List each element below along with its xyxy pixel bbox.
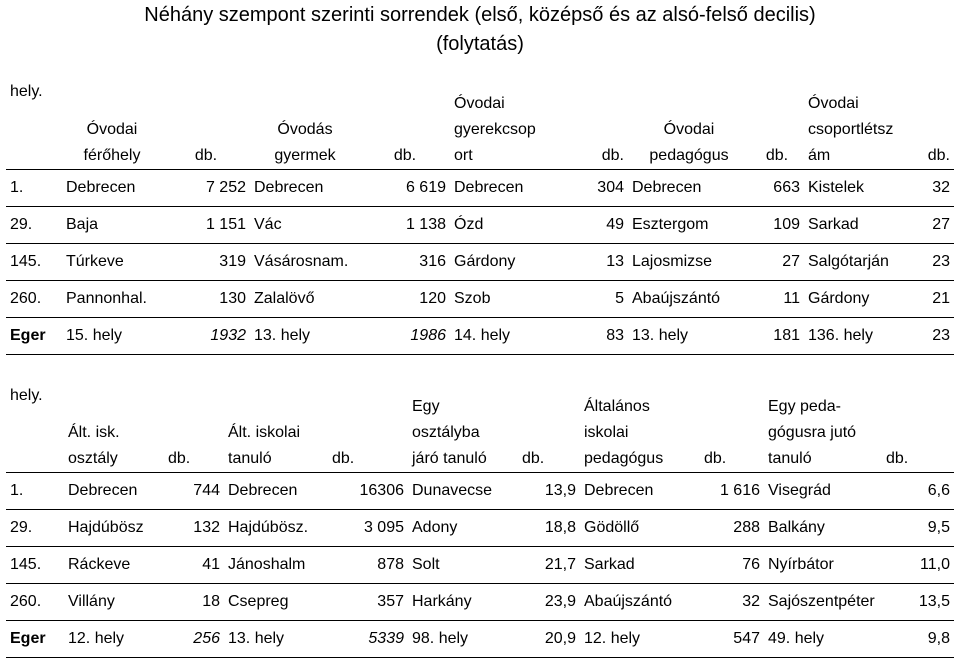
town-cell: Lajosmizse [628,244,750,281]
header-col1-line: férőhely [83,147,141,164]
value-cell: 23 [916,244,954,281]
value-cell: 744 [164,473,224,510]
town-cell: Solt [408,547,518,584]
town-cell: 136. hely [804,318,916,355]
value-cell: 1986 [360,318,450,355]
town-cell: Gárdony [450,244,558,281]
value-cell: 181 [750,318,804,355]
town-cell: Dunavecse [408,473,518,510]
value-cell: 6,6 [882,473,954,510]
value-cell: 11,0 [882,547,954,584]
header-col1 [64,379,164,473]
value-cell: 27 [916,207,954,244]
town-cell: Sarkad [804,207,916,244]
header-col3-line: osztályba [412,424,480,441]
header-col3-line: ort [454,147,473,164]
title-line-2: (folytatás) [436,33,524,55]
header-col5-line: csoportlétsz [808,121,894,138]
value-cell: 49 [558,207,628,244]
town-cell: Kistelek [804,170,916,207]
title-line-1: Néhány szempont szerinti sorrendek (első, középső és az alsó-felső decilis) [144,4,816,26]
value-cell: 9,8 [882,621,954,658]
town-cell: 14. hely [450,318,558,355]
value-cell: 41 [164,547,224,584]
ranking-table-kindergarten [6,75,954,355]
value-cell: 13,5 [882,584,954,621]
header-col4-line: pedagógus [649,147,729,164]
header-rank: hely. [10,83,43,100]
value-cell: 1 616 [700,473,764,510]
town-cell: Gödöllő [580,510,700,547]
town-cell: Hajdúbösz [64,510,164,547]
value-cell: 109 [750,207,804,244]
town-cell: Visegrád [764,473,882,510]
table-row [6,170,954,207]
town-cell: 98. hely [408,621,518,658]
value-cell: 21,7 [518,547,580,584]
value-cell: 32 [700,584,764,621]
header-col5-line: gógusra jutó [768,424,857,441]
value-cell: 547 [700,621,764,658]
town-cell: Szob [450,281,558,318]
town-cell: Ráckeve [64,547,164,584]
header-col5-db: db. [886,450,909,467]
header-col4-line: Óvodai [663,121,715,138]
table-body [6,170,954,355]
header-col3-db: db. [522,450,545,467]
value-cell: 13 [558,244,628,281]
header-col5-db: db. [927,147,950,164]
town-cell: Vásárosnam. [250,244,360,281]
value-cell: 288 [700,510,764,547]
town-cell: Adony [408,510,518,547]
town-cell: Gárdony [804,281,916,318]
header-col2-db: db. [332,450,355,467]
rank-cell: 29. [6,510,64,547]
value-cell: 16306 [328,473,408,510]
town-cell: Ózd [450,207,558,244]
rank-cell: 260. [6,281,62,318]
town-cell: Jánoshalm [224,547,328,584]
table-row [6,547,954,584]
header-col4-db: db. [765,147,789,164]
value-cell: 23 [916,318,954,355]
value-cell: 316 [360,244,450,281]
header-col4-line: Általános [584,398,650,415]
value-cell: 23,9 [518,584,580,621]
table-header-row [6,75,954,170]
town-cell: Hajdúbösz. [224,510,328,547]
header-col3-line: Óvodai [454,95,505,112]
table-row [6,281,954,318]
town-cell: Debrecen [628,170,750,207]
header-col5-line: Óvodai [808,95,859,112]
table-row [6,510,954,547]
rank-cell: 1. [6,170,62,207]
header-col1-line: osztály [68,450,118,467]
town-cell: Vác [250,207,360,244]
town-cell: Sarkad [580,547,700,584]
town-cell: Baja [62,207,162,244]
value-cell: 1 138 [360,207,450,244]
header-col3 [450,75,558,170]
value-cell: 76 [700,547,764,584]
town-cell: Túrkeve [62,244,162,281]
value-cell: 27 [750,244,804,281]
town-cell: Debrecen [62,170,162,207]
header-col1-db: db. [194,147,218,164]
value-cell: 3 095 [328,510,408,547]
header-col2 [224,379,328,473]
value-cell: 130 [162,281,250,318]
value-cell: 319 [162,244,250,281]
header-col4 [628,75,750,170]
rank-cell: Eger [6,621,64,658]
value-cell: 83 [558,318,628,355]
value-cell: 878 [328,547,408,584]
value-cell: 120 [360,281,450,318]
header-col3-db: db. [601,147,624,164]
table-header-row [6,379,954,473]
value-cell: 32 [916,170,954,207]
header-col2 [250,75,360,170]
town-cell: 49. hely [764,621,882,658]
town-cell: 12. hely [64,621,164,658]
value-cell: 1 151 [162,207,250,244]
header-col5 [804,75,916,170]
header-rank: hely. [10,387,43,404]
value-cell: 20,9 [518,621,580,658]
town-cell: 15. hely [62,318,162,355]
value-cell: 5339 [328,621,408,658]
value-cell: 11 [750,281,804,318]
header-col2-line: Ált. iskolai [228,424,301,441]
header-col1-line: Ált. isk. [68,424,120,441]
rank-cell: Eger [6,318,62,355]
town-cell: Debrecen [250,170,360,207]
town-cell: Csepreg [224,584,328,621]
town-cell: Debrecen [64,473,164,510]
header-col3 [408,379,518,473]
town-cell: Abaújszántó [628,281,750,318]
header-col2-line: gyermek [274,147,336,164]
value-cell: 256 [164,621,224,658]
header-col1-line: Óvodai [86,121,138,138]
ranking-table-school [6,379,954,658]
header-col2-line: Óvodás [277,121,333,138]
rank-cell: 145. [6,244,62,281]
town-cell: Debrecen [580,473,700,510]
header-col5 [764,379,882,473]
table-row [6,473,954,510]
rank-cell: 1. [6,473,64,510]
rank-cell: 145. [6,547,64,584]
town-cell: Villány [64,584,164,621]
value-cell: 7 252 [162,170,250,207]
value-cell: 132 [164,510,224,547]
value-cell: 304 [558,170,628,207]
header-col1-db: db. [168,450,191,467]
town-cell: Debrecen [224,473,328,510]
header-col2-line: tanuló [228,450,272,467]
town-cell: Abaújszántó [580,584,700,621]
value-cell: 1932 [162,318,250,355]
town-cell: 13. hely [224,621,328,658]
header-col3-line: járó tanuló [412,450,487,467]
header-col5-line: ám [808,147,831,164]
town-cell: Debrecen [450,170,558,207]
header-col4-line: pedagógus [584,450,664,467]
table-row-eger [6,621,954,658]
table-body [6,473,954,658]
table-row-eger [6,318,954,355]
town-cell: Balkány [764,510,882,547]
value-cell: 9,5 [882,510,954,547]
town-cell: Sajószentpéter [764,584,882,621]
header-col3-line: Egy [412,398,440,415]
town-cell: 13. hely [628,318,750,355]
header-col4 [580,379,700,473]
rank-cell: 260. [6,584,64,621]
value-cell: 663 [750,170,804,207]
value-cell: 5 [558,281,628,318]
header-col1 [62,75,162,170]
header-col4-line: iskolai [584,424,629,441]
value-cell: 357 [328,584,408,621]
town-cell: 12. hely [580,621,700,658]
town-cell: Esztergom [628,207,750,244]
header-col5-line: tanuló [768,450,812,467]
table-row [6,207,954,244]
table-row [6,584,954,621]
value-cell: 13,9 [518,473,580,510]
value-cell: 21 [916,281,954,318]
table-row [6,244,954,281]
header-col3-line: gyerekcsop [454,121,536,138]
value-cell: 6 619 [360,170,450,207]
town-cell: 13. hely [250,318,360,355]
header-col4-db: db. [704,450,727,467]
town-cell: Pannonhal. [62,281,162,318]
header-col5-line: Egy peda- [768,398,841,415]
town-cell: Zalalövő [250,281,360,318]
rank-cell: 29. [6,207,62,244]
town-cell: Nyírbátor [764,547,882,584]
header-col2-db: db. [393,147,417,164]
value-cell: 18 [164,584,224,621]
town-cell: Salgótarján [804,244,916,281]
town-cell: Harkány [408,584,518,621]
value-cell: 18,8 [518,510,580,547]
